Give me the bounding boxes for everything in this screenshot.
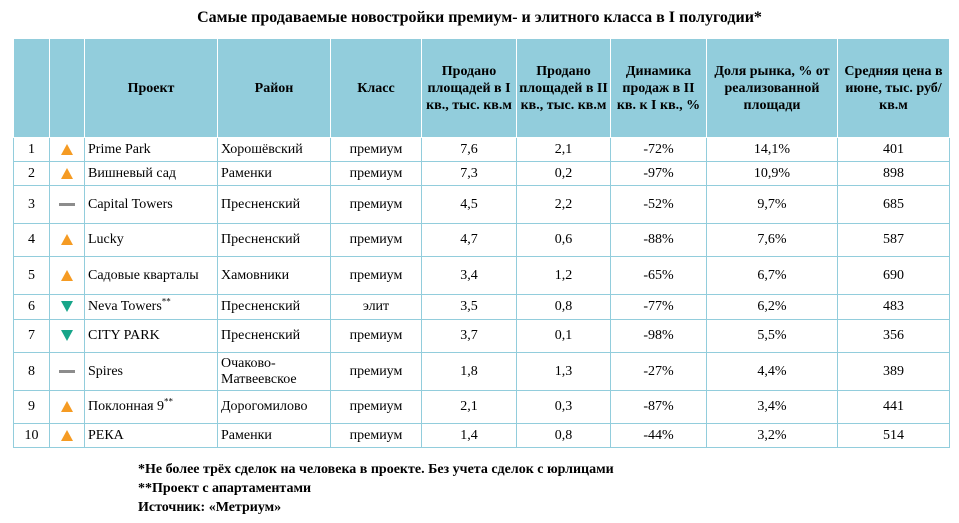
table-row <box>14 162 950 186</box>
triangle-down-icon <box>61 330 73 341</box>
avg-price: 690 <box>838 257 950 295</box>
row-number: 1 <box>14 138 50 162</box>
row-number: 5 <box>14 257 50 295</box>
project-name <box>85 162 218 186</box>
market-share: 5,5% <box>707 320 838 353</box>
district: Дорогомилово <box>218 391 331 424</box>
table-title: Самые продаваемые новостройки премиум- и элитного класса в I полугодии* <box>197 9 762 26</box>
trend-cell <box>50 257 85 295</box>
trend-cell <box>50 186 85 224</box>
table-row <box>14 138 950 162</box>
trend-cell <box>50 138 85 162</box>
trend-cell <box>50 295 85 320</box>
trend-cell <box>50 320 85 353</box>
sold-q2: 0,8 <box>517 424 611 448</box>
trend-cell <box>50 224 85 257</box>
sold-q2: 0,6 <box>517 224 611 257</box>
class: премиум <box>331 186 422 224</box>
triangle-down-icon <box>61 301 73 312</box>
dynamics: -97% <box>611 162 707 186</box>
district: Хорошёвский <box>218 138 331 162</box>
project-name <box>85 424 218 448</box>
row-number: 8 <box>14 353 50 391</box>
sold-q2: 0,1 <box>517 320 611 353</box>
market-share: 14,1% <box>707 138 838 162</box>
table-row <box>14 186 950 224</box>
class: премиум <box>331 162 422 186</box>
header-num <box>14 39 50 138</box>
district: Пресненский <box>218 320 331 353</box>
project-name <box>85 295 218 320</box>
avg-price: 389 <box>838 353 950 391</box>
district: Пресненский <box>218 224 331 257</box>
project-name <box>85 353 218 391</box>
sold-q2: 1,3 <box>517 353 611 391</box>
dynamics: -44% <box>611 424 707 448</box>
project-label: Capital Towers <box>88 196 173 212</box>
header-sold-q1: Продано площадей в I кв., тыс. кв.м <box>422 39 517 138</box>
class: премиум <box>331 391 422 424</box>
class: премиум <box>331 353 422 391</box>
market-share: 10,9% <box>707 162 838 186</box>
sold-q1: 3,5 <box>422 295 517 320</box>
table-row <box>14 424 950 448</box>
header-price: Средняя цена в июне, тыс. руб/кв.м <box>838 39 950 138</box>
row-number: 2 <box>14 162 50 186</box>
dynamics: -87% <box>611 391 707 424</box>
triangle-up-icon <box>61 270 73 281</box>
market-share: 3,4% <box>707 391 838 424</box>
sales-table <box>13 38 950 448</box>
avg-price: 685 <box>838 186 950 224</box>
project-name <box>85 391 218 424</box>
avg-price: 587 <box>838 224 950 257</box>
sold-q1: 7,6 <box>422 138 517 162</box>
dash-icon <box>59 370 75 373</box>
district: Очаково-Матвеевское <box>218 353 331 391</box>
project-label: Вишневый сад <box>88 165 177 181</box>
table-row <box>14 353 950 391</box>
table-row <box>14 224 950 257</box>
row-number: 10 <box>14 424 50 448</box>
project-label: РЕКА <box>88 427 124 443</box>
project-label: Neva Towers <box>88 299 162 314</box>
sold-q1: 7,3 <box>422 162 517 186</box>
avg-price: 356 <box>838 320 950 353</box>
table-row <box>14 391 950 424</box>
row-number: 9 <box>14 391 50 424</box>
project-name <box>85 138 218 162</box>
sold-q2: 2,2 <box>517 186 611 224</box>
trend-cell <box>50 424 85 448</box>
header-class: Класс <box>331 39 422 138</box>
footnotes <box>138 460 614 517</box>
district: Раменки <box>218 162 331 186</box>
dynamics: -98% <box>611 320 707 353</box>
row-number: 6 <box>14 295 50 320</box>
row-number: 3 <box>14 186 50 224</box>
row-number: 4 <box>14 224 50 257</box>
class: премиум <box>331 257 422 295</box>
district: Пресненский <box>218 295 331 320</box>
district: Пресненский <box>218 186 331 224</box>
dynamics: -72% <box>611 138 707 162</box>
avg-price: 441 <box>838 391 950 424</box>
class: премиум <box>331 320 422 353</box>
project-name <box>85 186 218 224</box>
project-label: Садовые кварталы <box>88 267 199 283</box>
sold-q1: 4,7 <box>422 224 517 257</box>
district: Хамовники <box>218 257 331 295</box>
header-share: Доля рынка, % от реализованной площади <box>707 39 838 138</box>
avg-price: 898 <box>838 162 950 186</box>
sold-q2: 1,2 <box>517 257 611 295</box>
table-row <box>14 295 950 320</box>
sold-q2: 0,8 <box>517 295 611 320</box>
market-share: 9,7% <box>707 186 838 224</box>
triangle-up-icon <box>61 234 73 245</box>
sold-q2: 0,3 <box>517 391 611 424</box>
class: премиум <box>331 424 422 448</box>
project-label: Lucky <box>88 232 124 247</box>
market-share: 7,6% <box>707 224 838 257</box>
class: премиум <box>331 138 422 162</box>
market-share: 6,7% <box>707 257 838 295</box>
header-trend <box>50 39 85 138</box>
dynamics: -27% <box>611 353 707 391</box>
triangle-up-icon <box>61 144 73 155</box>
sold-q2: 0,2 <box>517 162 611 186</box>
apartments-note-mark: ** <box>164 396 174 407</box>
avg-price: 483 <box>838 295 950 320</box>
table-row <box>14 320 950 353</box>
trend-cell <box>50 353 85 391</box>
header-project: Проект <box>85 39 218 138</box>
footnote-deals: *Не более трёх сделок на человека в проекте. Без учета сделок с юрлицами <box>138 462 614 477</box>
triangle-up-icon <box>61 430 73 441</box>
header-sold-q2: Продано площадей в II кв., тыс. кв.м <box>517 39 611 138</box>
dash-icon <box>59 203 75 206</box>
sold-q2: 2,1 <box>517 138 611 162</box>
apartments-note-mark: ** <box>161 296 171 307</box>
avg-price: 514 <box>838 424 950 448</box>
dynamics: -52% <box>611 186 707 224</box>
market-share: 3,2% <box>707 424 838 448</box>
dynamics: -88% <box>611 224 707 257</box>
class: элит <box>331 295 422 320</box>
header-dynamics: Динамика продаж в II кв. к I кв., % <box>611 39 707 138</box>
project-label: Prime Park <box>88 141 151 157</box>
dynamics: -65% <box>611 257 707 295</box>
project-label: Spires <box>88 363 123 379</box>
trend-cell <box>50 162 85 186</box>
source-note: Источник: «Метриум» <box>138 500 282 515</box>
project-name <box>85 320 218 353</box>
project-name <box>85 257 218 295</box>
sold-q1: 1,4 <box>422 424 517 448</box>
sold-q1: 4,5 <box>422 186 517 224</box>
sold-q1: 3,4 <box>422 257 517 295</box>
class: премиум <box>331 224 422 257</box>
project-name <box>85 224 218 257</box>
triangle-up-icon <box>61 168 73 179</box>
header-row <box>14 39 950 138</box>
sold-q1: 1,8 <box>422 353 517 391</box>
triangle-up-icon <box>61 401 73 412</box>
table-row <box>14 257 950 295</box>
row-number: 7 <box>14 320 50 353</box>
sold-q1: 3,7 <box>422 320 517 353</box>
avg-price: 401 <box>838 138 950 162</box>
footnote-apartments: **Проект с апартаментами <box>138 481 312 496</box>
table-body <box>14 138 950 448</box>
sold-q1: 2,1 <box>422 391 517 424</box>
market-share: 4,4% <box>707 353 838 391</box>
project-label: CITY PARK <box>88 328 160 343</box>
header-district: Район <box>218 39 331 138</box>
dynamics: -77% <box>611 295 707 320</box>
market-share: 6,2% <box>707 295 838 320</box>
district: Раменки <box>218 424 331 448</box>
project-label: Поклонная 9 <box>88 399 165 414</box>
trend-cell <box>50 391 85 424</box>
